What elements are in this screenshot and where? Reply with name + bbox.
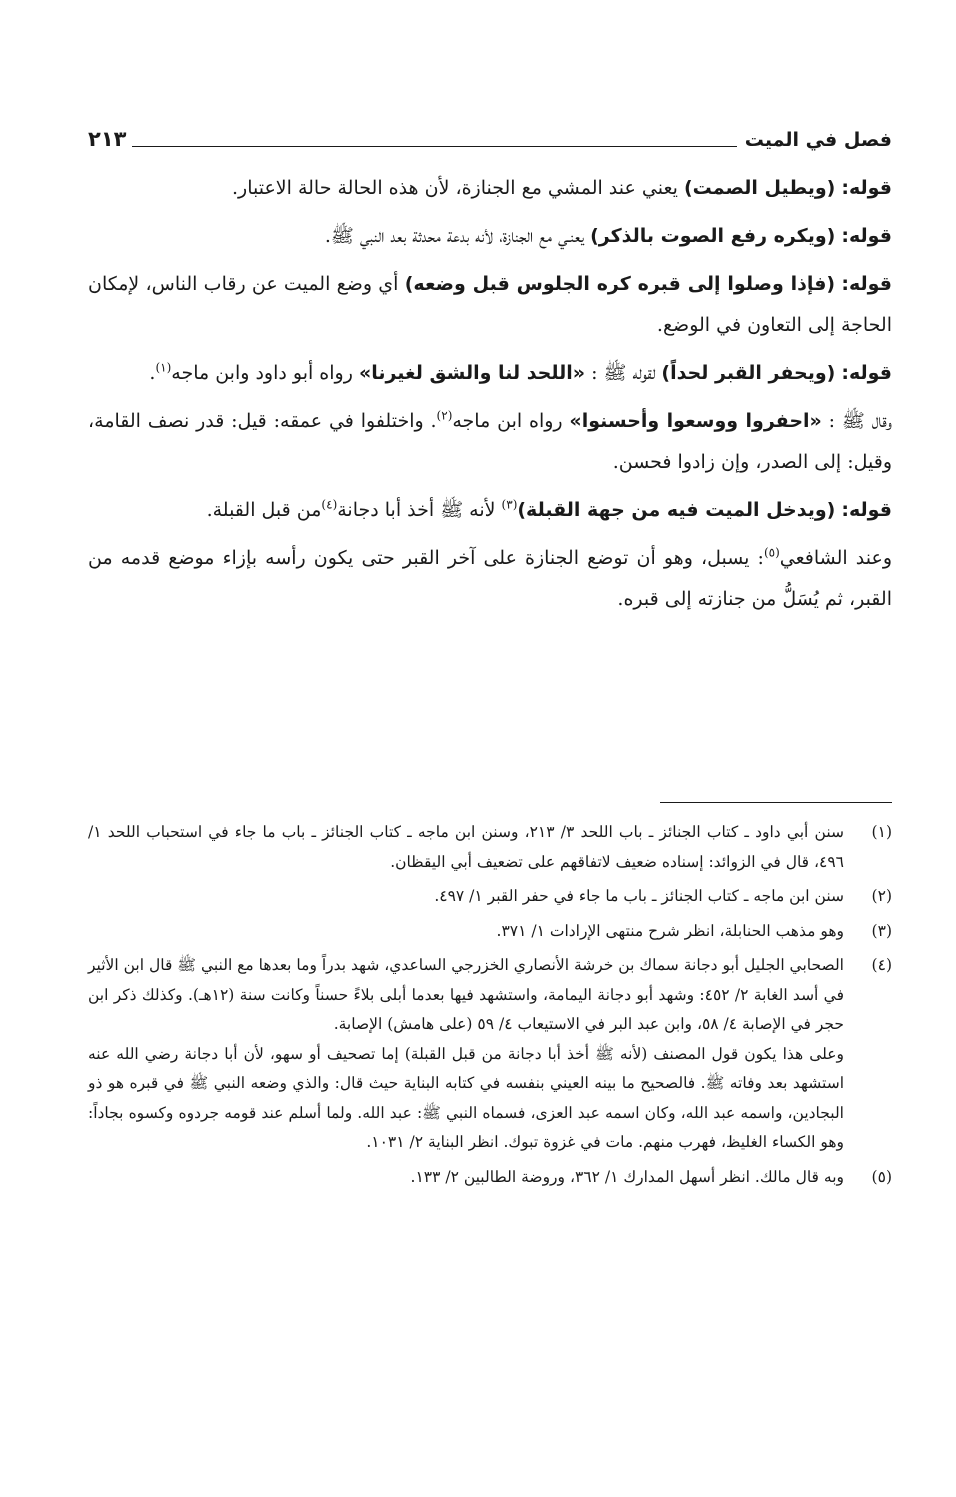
footnote-text: [88, 1163, 844, 1193]
quoted-text: (ويطيل الصمت): [683, 177, 836, 199]
paragraph-2: [88, 216, 892, 257]
footnote-reference: (٢): [436, 408, 453, 423]
commentary-text: رواه ابن ماجه: [452, 410, 563, 432]
main-text: [88, 168, 892, 627]
label-qawluhu: قوله:: [841, 177, 892, 199]
footnote-text: [88, 917, 844, 947]
label-qawluhu: قوله:: [841, 362, 892, 384]
commentary-text: لأنه ﷺ أخذ أبا دجانة: [337, 499, 496, 521]
commentary-text: رواه أبو داود وابن ماجه: [171, 362, 353, 384]
footnote-line: وبه قال مالك. انظر أسهل المدارك ١/ ٣٦٢، وروضة الطالبين ٢/ ١٣٣.: [410, 1167, 844, 1186]
footnote-reference: (٣): [501, 497, 518, 512]
footnote-4: [88, 951, 892, 1158]
commentary-text: لقوله ﷺ :: [591, 362, 656, 384]
quoted-text: (ويحفر القبر لحداً): [661, 362, 836, 384]
footnote-line: وهو مذهب الحنابلة، انظر شرح منتهى الإرادات ١/ ٣٧١.: [496, 921, 844, 940]
footnote-text: [88, 882, 844, 912]
commentary-text: يعنـي مع الجنازة، لأنه بدعة محدثة بعد النبي ﷺ.: [324, 225, 585, 247]
hadith-text: «احفروا ووسعوا وأحسنوا»: [569, 410, 822, 432]
footnote-separator: [660, 802, 892, 803]
footnote-2: [88, 882, 892, 912]
footnote-text: [88, 951, 844, 1158]
page-number: ٢١٣: [88, 127, 127, 151]
footnote-reference: (١): [155, 360, 172, 375]
paragraph-4: [88, 353, 892, 394]
footnote-5: [88, 1163, 892, 1193]
chapter-title: فصل في الميت: [744, 129, 892, 151]
quoted-text: (ويكره رفع الصوت بالذكر): [590, 225, 836, 247]
paragraph-7: [88, 538, 892, 620]
running-header: [88, 120, 892, 150]
footnote-line: سنن ابن ماجه ـ كتاب الجنائز ـ باب ما جاء في حفر القبر ١/ ٤٩٧.: [434, 887, 844, 905]
footnote-line: الصحابي الجليل أبو دجانة سماك بن خرشة الأنصاري الخزرجي الساعدي، شهد بدراً وما بعدها مع النبي ﷺ قال ابن الأثير في أسد الغابة ٢/ ٤٥٢: وشهد أبو دجانة اليمامة، واستشهد فيها بعدما أبلى بلاءً حسناً وكانت سنة (١٢هـ). وكذلك ذكر ابن حجر في الإصابة ٤/ ٥٨، وابن عبد البر في الاستيعاب ٤/ ٥٩ (على هامش) الإصابة.: [88, 956, 844, 1033]
footnote-line: وعلى هذا يكون قول المصنف (لأنه ﷺ أخذ أبا دجانة من قبل القبلة) إما تصحيف أو سهو، لأن أبا دجانة رضي الله عنه استشهد بعد وفاته ﷺ. فالصحيح ما بينه العيني بنفسه في كتابه البناية حيث قال: والذي وضعه النبي ﷺ في قبره هو ذو البجادين، واسمه عبد الله، وكان اسمه عبد العزى، فسماه النبي ﷺ: عبد الله. ولما أسلم عند قومه جردوه وكسوه بجاداً: وهو الكساء الغليظ، فهرب منهم. مات في غزوة تبوك. انظر البناية ٢/ ١٠٣١.: [88, 1044, 844, 1151]
footnote-reference: (٤): [321, 497, 338, 512]
footnote-reference: (٥): [763, 545, 780, 560]
footnote-number: (٢): [871, 887, 892, 905]
footnote-number: (٣): [871, 921, 892, 940]
label-qawluhu: قوله:: [841, 225, 892, 247]
footnote-line: سنن أبي داود ـ كتاب الجنائز ـ باب اللحد ٣/ ٢١٣، وسنن ابن ماجه ـ كتاب الجنائز ـ باب ما جاء في استحباب اللحد ١/ ٤٩٦، قال في الزوائد: إسناده ضعيف لاتفاقهم على تضعيف أبي اليقظان.: [88, 823, 844, 871]
commentary-text: وقال ﷺ :: [828, 410, 892, 432]
label-qawluhu: قوله:: [841, 273, 892, 295]
footnote-number: (٥): [871, 1167, 892, 1186]
commentary-text: . واختلفوا في عمقه: قيل: قدر نصف القامة، وقيل: إلى الصدر، وإن زادوا فحسن.: [88, 410, 892, 473]
quoted-text: (ويدخل الميت فيه من جهة القبلة): [517, 499, 836, 521]
paragraph-3: [88, 264, 892, 346]
header-rule: [132, 146, 736, 147]
label-qawluhu: قوله:: [841, 499, 892, 521]
commentary-text: يعني عند المشي مع الجنازة، لأن هذه الحالة حالة الاعتبار.: [231, 177, 678, 199]
footnote-3: [88, 917, 892, 947]
hadith-text: «اللحد لنا والشق لغيرنا»: [358, 362, 586, 384]
commentary-text: وعند الشافعي: [779, 547, 893, 569]
commentary-text: .: [149, 362, 156, 384]
commentary-text: : يسبل، وهو أن توضع الجنازة على آخر القبر حتى يكون رأسه بإزاء موضع قدمه من القبر، ثم يُسَلُّ من جنازته إلى قبره.: [88, 547, 892, 610]
paragraph-5: [88, 401, 892, 483]
quoted-text: (فإذا وصلوا إلى قبره كره الجلوس قبل وضعه): [404, 273, 836, 295]
commentary-text: أي وضع الميت عن رقاب الناس، لإمكان الحاجة إلى التعاون في الوضع.: [88, 273, 892, 336]
footnote-1: [88, 818, 892, 877]
footnotes: [88, 818, 892, 1197]
footnote-text: [88, 818, 844, 877]
commentary-text: من قبل القبلة.: [206, 499, 322, 521]
footnote-number: (٤): [871, 956, 892, 974]
footnote-number: (١): [871, 823, 892, 841]
paragraph-6: [88, 490, 892, 531]
paragraph-1: [88, 168, 892, 209]
